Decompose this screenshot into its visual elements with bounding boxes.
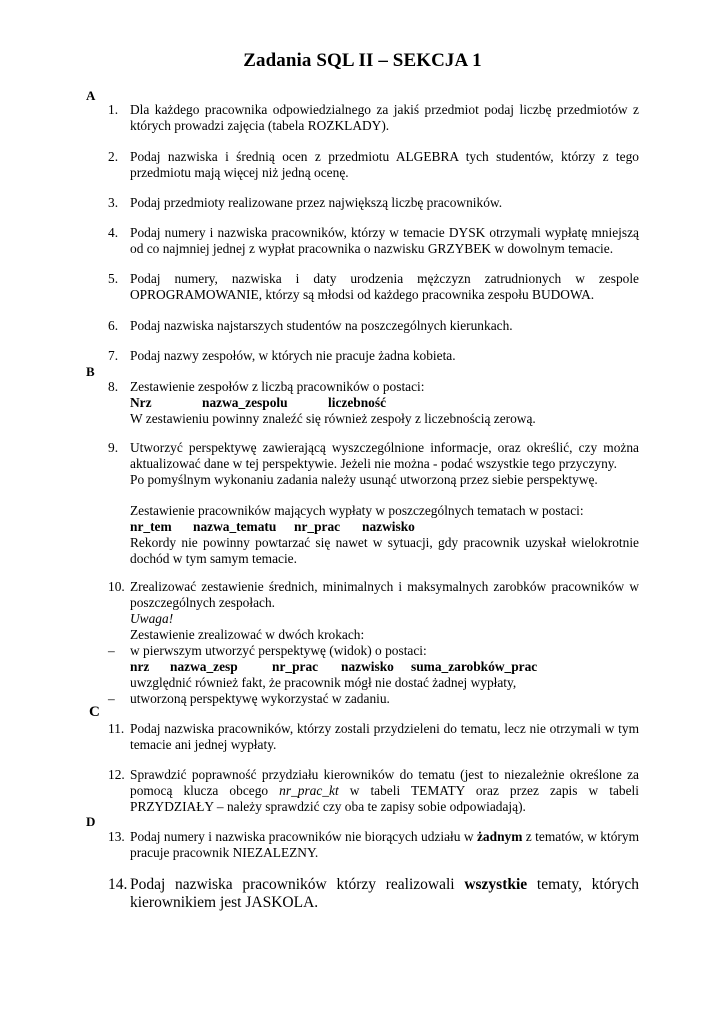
dash-bullet: – xyxy=(108,691,115,706)
task-number: 9. xyxy=(108,440,119,455)
section-label-c: C xyxy=(89,704,100,720)
task-number: 1. xyxy=(108,102,119,117)
task-text: w tabeli TEMATY oraz przez zapis w tabeli PRZYDZIAŁY – należy sprawdzić czy oba te zapisy sobie odpowiadają). xyxy=(130,783,639,814)
task-4 xyxy=(108,225,639,257)
task-10 xyxy=(108,579,639,707)
task-7 xyxy=(108,348,639,364)
task-9 xyxy=(108,440,639,567)
column-name: nazwa_tematu xyxy=(193,519,277,534)
task-number: 6. xyxy=(108,318,119,333)
task-number: 12. xyxy=(108,767,125,782)
column-header-row xyxy=(130,519,639,535)
task-5 xyxy=(108,271,639,303)
task-number: 5. xyxy=(108,271,119,286)
column-name: nr_prac xyxy=(272,659,319,674)
code-reference: nr_prac_kt xyxy=(279,783,339,798)
task-6 xyxy=(108,318,639,334)
task-number: 7. xyxy=(108,348,119,363)
task-text: Utworzyć perspektywę zawierającą wyszczególnione informacje, oraz określić, czy można aktualizować dane w tej perspektywie. Jeżeli nie można - podać wszystkie tego przyczyny. xyxy=(130,440,639,471)
task-3 xyxy=(108,195,639,211)
task-11 xyxy=(108,721,639,753)
task-note: Po pomyślnym wykonaniu zadania należy usunąć utworzoną przez siebie perspektywę. xyxy=(130,472,598,487)
bullet-text: uwzględnić również fakt, że pracownik mógł nie dostać żadnej wypłaty, xyxy=(130,675,517,690)
warning-label: Uwaga! xyxy=(130,611,174,626)
task-text: Podaj przedmioty realizowane przez największą liczbę pracowników. xyxy=(130,195,503,210)
task-number: 4. xyxy=(108,225,119,240)
bullet-item xyxy=(108,643,639,659)
task-note: Rekordy nie powinny powtarzać się nawet w sytuacji, gdy pracownik uzyskał wielokrotnie dochód w tym samym temacie. xyxy=(130,535,639,566)
column-name: nr_prac xyxy=(294,519,341,534)
task-number: 13. xyxy=(108,829,125,844)
task-8 xyxy=(108,379,639,427)
task-text: Zestawienie zrealizować w dwóch krokach: xyxy=(130,627,365,642)
section-label-a: A xyxy=(86,88,96,103)
column-name: nrz xyxy=(130,659,150,674)
task-1 xyxy=(108,102,639,134)
task-text: Podaj nazwiska i średnią ocen z przedmiotu ALGEBRA tych studentów, którzy z tego przedmiotu mają więcej niż jedną ocenę. xyxy=(130,149,639,180)
task-12 xyxy=(108,767,639,815)
task-text: Podaj nazwiska pracowników, którzy zostali przydzieleni do tematu, lecz nie otrzymali w tym temacie ani jednej wypłaty. xyxy=(130,721,639,752)
bullet-text: utworzoną perspektywę wykorzystać w zadaniu. xyxy=(130,691,390,706)
task-text: Podaj nazwy zespołów, w których nie pracuje żadna kobieta. xyxy=(130,348,456,363)
task-number: 10. xyxy=(108,579,125,594)
section-label-d: D xyxy=(86,814,96,829)
column-name: nazwisko xyxy=(341,659,394,674)
task-text: tematy, których kierownikiem jest JASKOLA. xyxy=(130,876,639,911)
emphasis-text: wszystkie xyxy=(464,876,528,893)
task-number: 8. xyxy=(108,379,119,394)
task-number: 14. xyxy=(108,876,128,893)
task-text: z tematów, w którym pracuje pracownik NIEZALEZNY. xyxy=(130,829,639,860)
task-text: Zestawienie pracowników mających wypłaty w poszczególnych tematach w postaci: xyxy=(130,503,584,518)
task-number: 2. xyxy=(108,149,119,164)
bullet-item xyxy=(108,691,639,707)
task-text: Zrealizować zestawienie średnich, minimalnych i maksymalnych zarobków pracowników w poszczególnych zespołach. xyxy=(130,579,639,610)
page-title: Zadania SQL II – SEKCJA 1 xyxy=(243,50,482,71)
column-name: liczebność xyxy=(328,395,387,410)
section-label-b: B xyxy=(86,364,95,379)
column-name: nazwa_zesp xyxy=(170,659,238,674)
task-text: Podaj numery i nazwiska pracowników, którzy w temacie DYSK otrzymali wypłatę mniejszą od co najmniej jednej z wypłat pracownika o nazwisku GRZYBEK w dowolnym temacie. xyxy=(130,225,639,256)
bullet-text: w pierwszym utworzyć perspektywę (widok) o postaci: xyxy=(130,643,427,658)
task-number: 11. xyxy=(108,721,125,736)
column-header-row xyxy=(130,395,639,411)
column-name: nr_tem xyxy=(130,519,172,534)
column-name: nazwa_zespolu xyxy=(202,395,288,410)
column-name: Nrz xyxy=(130,395,152,410)
task-13 xyxy=(108,829,639,861)
task-text: Podaj numery, nazwiska i daty urodzenia mężczyzn zatrudnionych w zespole OPROGRAMOWANIE, którzy są młodsi od każdego pracownika zespołu BUDOWA. xyxy=(130,271,639,302)
task-text: Dla każdego pracownika odpowiedzialnego za jakiś przedmiot podaj liczbę przedmiotów z których prowadzi zajęcia (tabela ROZKLADY). xyxy=(130,102,639,133)
task-text: Podaj nazwiska najstarszych studentów na poszczególnych kierunkach. xyxy=(130,318,513,333)
task-text: Zestawienie zespołów z liczbą pracowników o postaci: xyxy=(130,379,425,394)
emphasis-text: żadnym xyxy=(476,829,523,844)
task-number: 3. xyxy=(108,195,119,210)
dash-bullet: – xyxy=(108,643,115,658)
task-text: Podaj numery i nazwiska pracowników nie biorących udziału w xyxy=(130,829,477,844)
task-note: W zestawieniu powinny znaleźć się również zespoły z liczebnością zerową. xyxy=(130,411,536,426)
column-name: nazwisko xyxy=(362,519,415,534)
column-name: suma_zarobków_prac xyxy=(411,659,538,674)
task-text: Podaj nazwiska pracowników którzy realizowali xyxy=(130,876,465,893)
task-14 xyxy=(108,876,639,912)
task-2 xyxy=(108,149,639,181)
column-header-row xyxy=(130,659,639,675)
task-text: Sprawdzić poprawność przydziału kierowników do tematu (jest to niezależnie określone za pomocą klucza obcego xyxy=(130,767,639,798)
